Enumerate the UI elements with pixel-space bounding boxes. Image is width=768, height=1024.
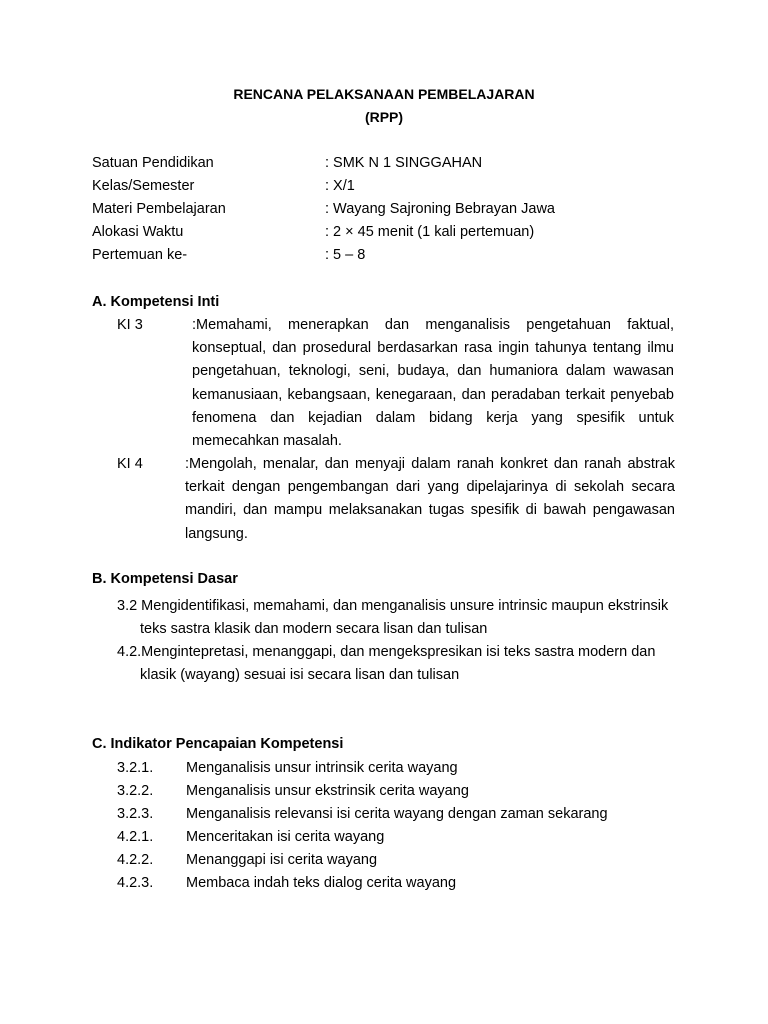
kd-item-line2: teks sastra klasik dan modern secara lisan dan tulisan bbox=[140, 621, 488, 637]
identity-label: Alokasi Waktu bbox=[92, 224, 184, 240]
document-title: RENCANA PELAKSANAAN PEMBELAJARAN bbox=[233, 86, 535, 102]
ki4-line: mandiri, dan mampu melaksanakan tugas spesifik di bawah pengawasan bbox=[185, 502, 675, 519]
kd-item-line2: klasik (wayang) sesuai isi secara lisan dan tulisan bbox=[140, 667, 460, 683]
indicator-text: Menceritakan isi cerita wayang bbox=[186, 829, 385, 845]
identity-value: : Wayang Sajroning Bebrayan Jawa bbox=[325, 201, 555, 217]
identity-label: Pertemuan ke- bbox=[92, 247, 188, 263]
ki3-code: KI 3 bbox=[117, 317, 143, 333]
ki4-line: :Mengolah, menalar, dan menyaji dalam ranah konkret dan ranah abstrak bbox=[185, 456, 675, 472]
ki4-code: KI 4 bbox=[117, 456, 143, 472]
section-b-heading: B. Kompetensi Dasar bbox=[92, 571, 238, 587]
indicator-text: Menganalisis unsur ekstrinsik cerita wayang bbox=[186, 783, 469, 799]
indicator-text: Menanggapi isi cerita wayang bbox=[186, 852, 378, 868]
ki3-line: konseptual, dan prosedural berdasarkan rasa ingin tahunya tentang ilmu bbox=[192, 340, 674, 357]
ki3-line: fenomena dan kejadian dalam bidang kerja yang spesifik untuk bbox=[192, 409, 674, 426]
document-subtitle: (RPP) bbox=[364, 109, 404, 125]
indicator-text: Menganalisis unsur intrinsik cerita wayang bbox=[186, 760, 458, 776]
identity-value: : X/1 bbox=[325, 178, 355, 194]
indicator-number: 3.2.2. bbox=[117, 783, 154, 799]
kd-item-line1: 3.2 Mengidentifikasi, memahami, dan menganalisis unsure intrinsic maupun ekstrinsik bbox=[117, 598, 669, 614]
ki3-line: memecahkan masalah. bbox=[192, 432, 342, 449]
indicator-text: Menganalisis relevansi isi cerita wayang dengan zaman sekarang bbox=[186, 806, 608, 822]
indicator-number: 3.2.1. bbox=[117, 760, 154, 776]
ki4-line: langsung. bbox=[185, 525, 248, 542]
ki3-line: pengetahuan, teknologi, seni, budaya, dan humaniora dalam wawasan bbox=[192, 363, 674, 380]
identity-value: : SMK N 1 SINGGAHAN bbox=[325, 155, 483, 171]
identity-label: Kelas/Semester bbox=[92, 178, 195, 194]
indicator-number: 4.2.1. bbox=[117, 829, 154, 845]
ki3-text bbox=[192, 314, 674, 453]
identity-value: : 5 – 8 bbox=[325, 247, 366, 263]
identity-value: : 2 × 45 menit (1 kali pertemuan) bbox=[325, 224, 535, 240]
section-c-heading: C. Indikator Pencapaian Kompetensi bbox=[92, 736, 344, 752]
ki4-line: terkait dengan pengembangan dari yang dipelajarinya di sekolah secara bbox=[185, 479, 675, 496]
ki3-line: kemanusiaan, kebangsaan, kenegaraan, dan peradaban terkait penyebab bbox=[192, 386, 674, 403]
section-a-heading: A. Kompetensi Inti bbox=[92, 294, 220, 310]
ki3-line: :Memahami, menerapkan dan menganalisis pengetahuan faktual, bbox=[192, 317, 674, 333]
indicator-number: 3.2.3. bbox=[117, 806, 154, 822]
ki4-text bbox=[185, 453, 675, 546]
indicator-text: Membaca indah teks dialog cerita wayang bbox=[186, 875, 457, 891]
identity-label: Satuan Pendidikan bbox=[92, 155, 214, 171]
indicator-number: 4.2.2. bbox=[117, 852, 154, 868]
kd-item-line1: 4.2.Mengintepretasi, menanggapi, dan mengekspresikan isi teks sastra modern dan bbox=[117, 644, 656, 660]
indicator-number: 4.2.3. bbox=[117, 875, 154, 891]
identity-label: Materi Pembelajaran bbox=[92, 201, 226, 217]
